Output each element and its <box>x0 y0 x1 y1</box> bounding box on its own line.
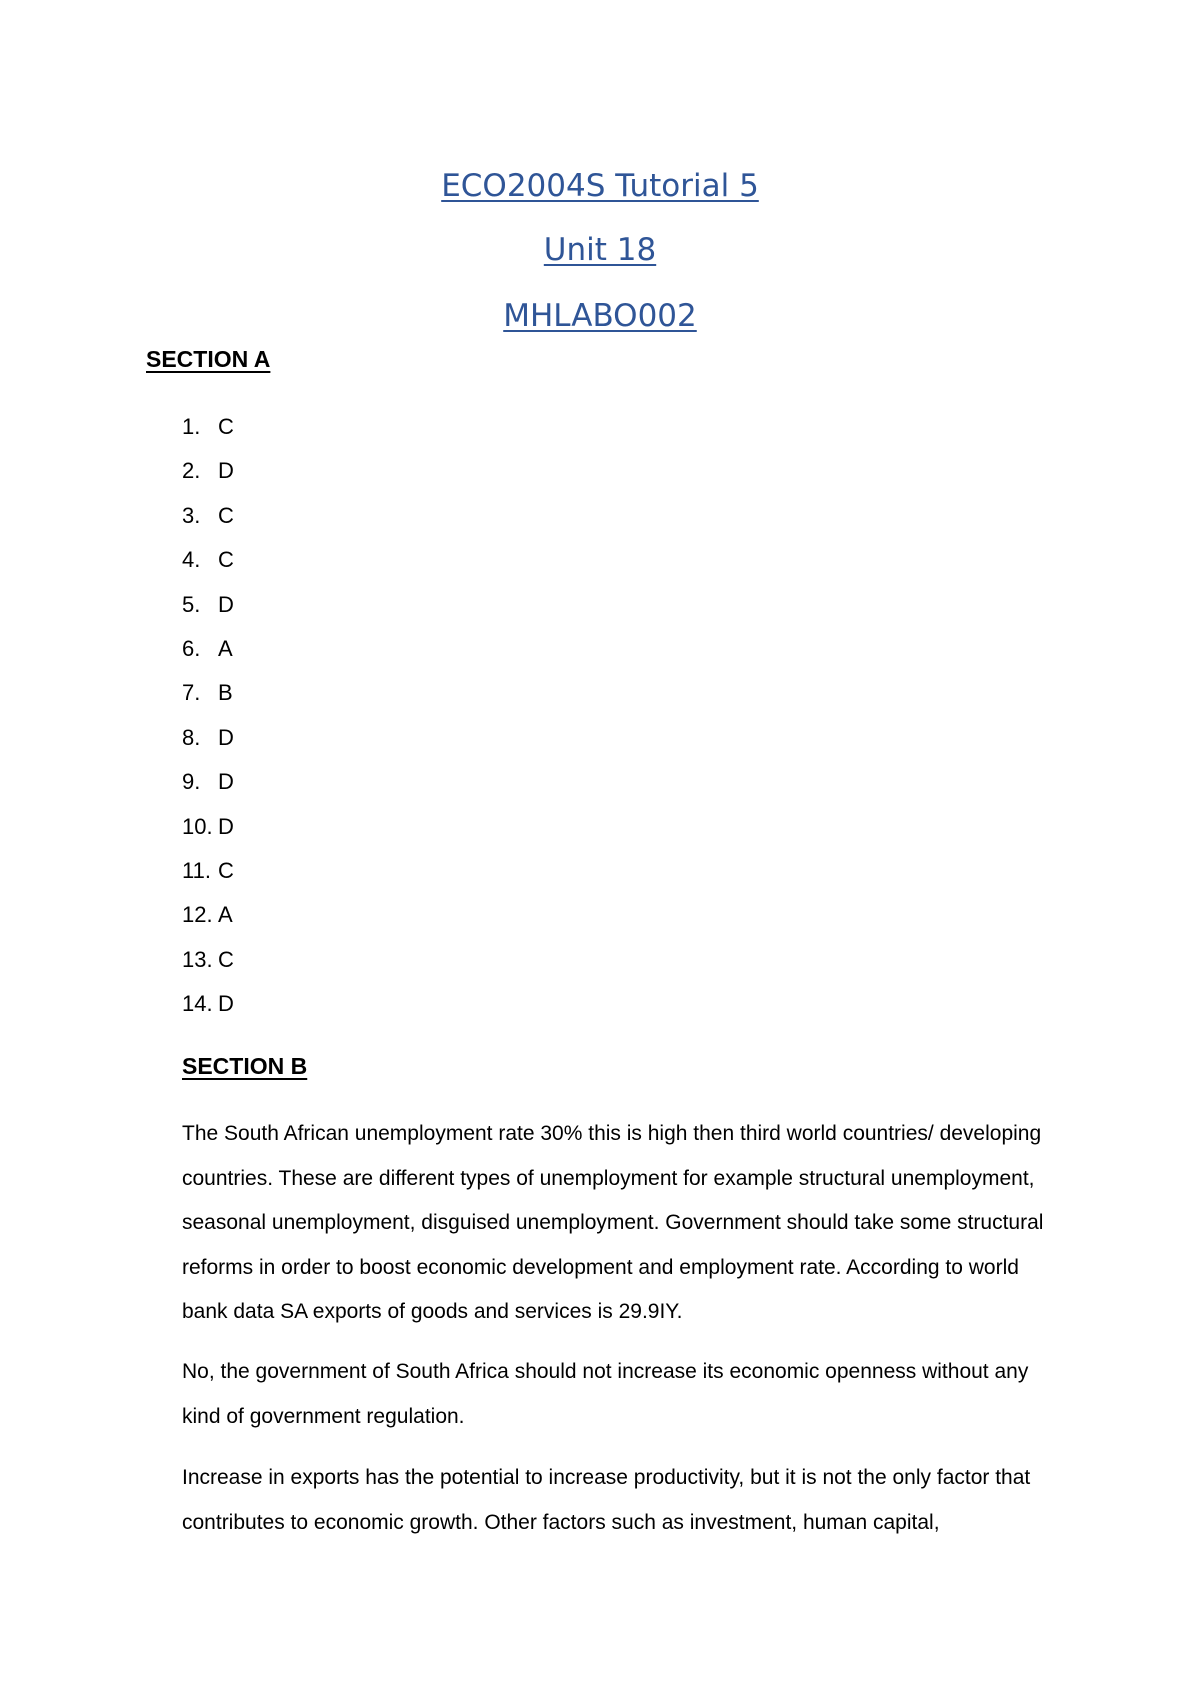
list-item: 10. D <box>182 813 234 839</box>
list-item: 2. D <box>182 458 234 484</box>
list-item: 11. C <box>182 857 234 883</box>
student-number <box>0 298 1200 334</box>
list-item: 5. D <box>182 591 234 617</box>
unit-text: Unit 18 <box>543 232 657 268</box>
list-item: 14. D <box>182 991 234 1017</box>
list-item: 12. A <box>182 902 233 928</box>
student-text: MHLABO002 <box>503 298 697 334</box>
section-b-paragraph-2: No, the government of South Africa should not increase its economic openness without any kind of government regulation. <box>182 1360 1029 1428</box>
section-b-paragraph-3: Increase in exports has the potential to increase productivity, but it is not the only factor that contributes to economic growth. Other factors such as investment, human capital, <box>182 1466 1031 1534</box>
section-b-paragraph-1: The South African unemployment rate 30% this is high then third world countries/ developing countries. These are different types of unemployment for example structural unemployment, seasonal unemployment, disguised unemployment. Government should take some structural reforms in order to boost economic development and employment rate. According to world bank data SA exports of goods and services is 29.9IY. <box>182 1122 1044 1324</box>
unit-heading <box>0 232 1200 268</box>
list-item: 3. C <box>182 502 234 528</box>
list-item: 8. D <box>182 724 234 750</box>
list-item: 13. C <box>182 946 234 972</box>
list-item: 6. A <box>182 635 233 661</box>
list-item: 9. D <box>182 769 234 795</box>
list-item: 1. C <box>182 414 234 439</box>
document-title <box>0 168 1200 204</box>
section-a-heading: SECTION A <box>146 346 271 372</box>
title-text: ECO2004S Tutorial 5 <box>441 168 759 204</box>
section-b-heading: SECTION B <box>182 1053 308 1079</box>
section-a-answer-list <box>182 405 234 1026</box>
list-item: 7. B <box>182 680 233 706</box>
list-item: 4. C <box>182 547 234 573</box>
